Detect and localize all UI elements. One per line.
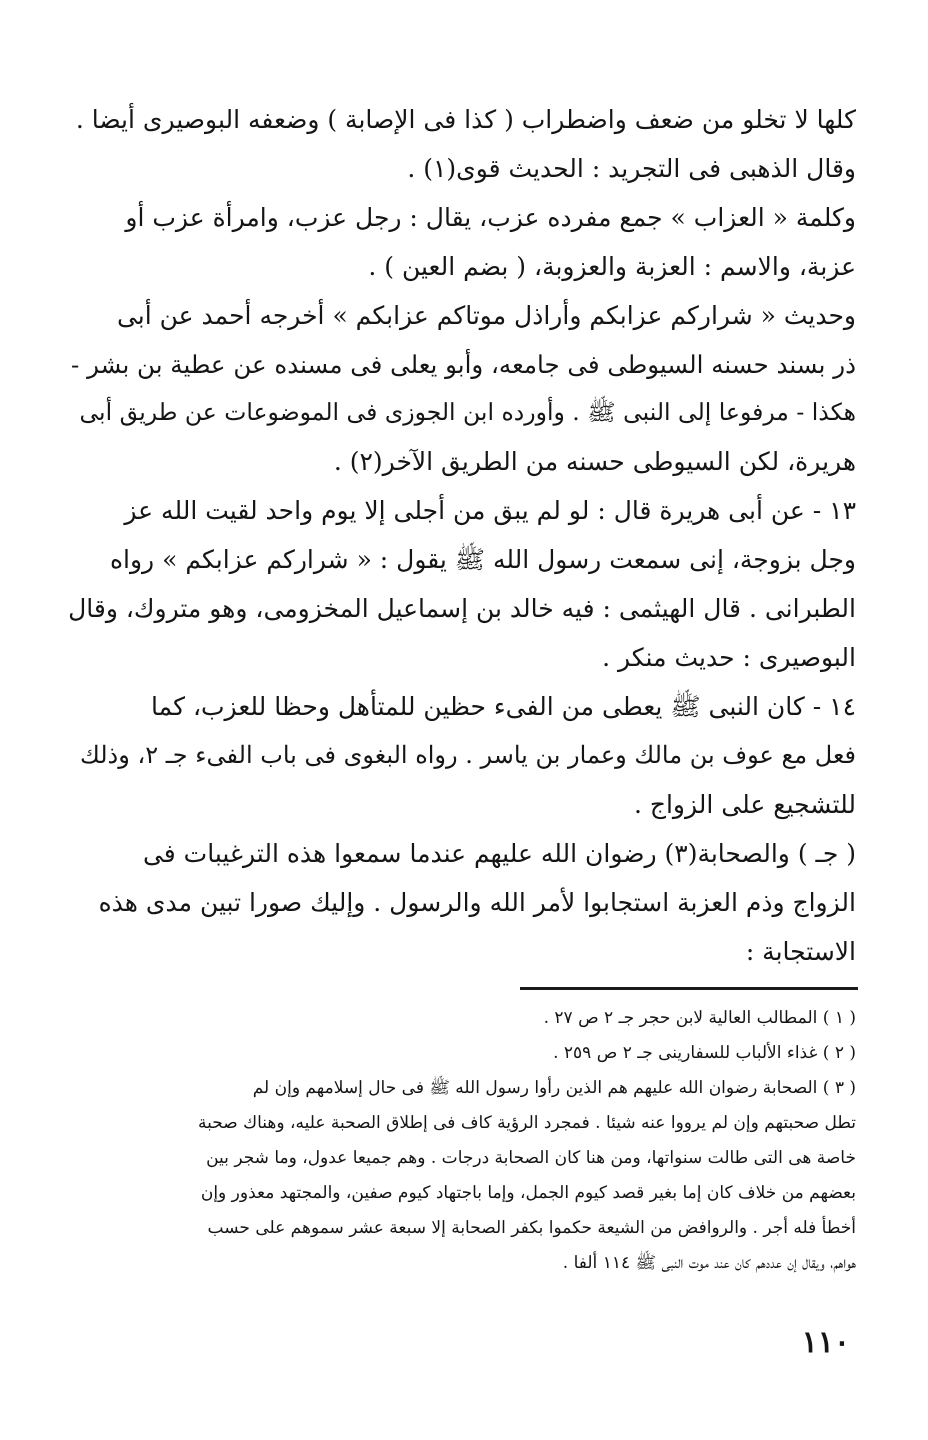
body-line: ١٤ - كان النبى ﷺ يعطى من الفىء حظين للمتأهل وحظا للعزب، كما [151, 692, 856, 721]
footnote-line: أخطأ فله أجر . والروافض من الشيعة حكموا بكفر الصحابة إلا سبعة عشر سموهم على حسب [207, 1218, 856, 1238]
body-line: هريرة، لكن السيوطى حسنه من الطريق الآخر(٢) . [333, 447, 856, 476]
footnote-separator [520, 987, 858, 990]
body-line: وقال الذهبى فى التجريد : الحديث قوى(١) . [407, 154, 856, 183]
footnote-line: ( ٣ ) الصحابة رضوان الله عليهم هم الذين رأوا رسول الله ﷺ فى حال إسلامهم وإن لم [252, 1078, 856, 1098]
body-line: كلها لا تخلو من ضعف واضطراب ( كذا فى الإصابة ) وضعفه البوصيرى أيضا . [75, 105, 856, 134]
body-line: البوصيرى : حديث منكر . [602, 643, 856, 672]
footnote-line: هواهم، ويقال إن عددهم كان عند موت النبى ﷺ ١١٤ ألفا . [562, 1253, 856, 1273]
body-line: ( جـ ) والصحابة(٣) رضوان الله عليهم عندما سمعوا هذه الترغيبات فى [142, 839, 856, 868]
body-line: الطبرانى . قال الهيثمى : فيه خالد بن إسماعيل المخزومى، وهو متروك، وقال [68, 594, 856, 623]
body-line: الاستجابة : [745, 937, 856, 966]
footnote-line: تطل صحبتهم وإن لم يرووا عنه شيئا . فمجرد الرؤية كاف فى إطلاق الصحبة عليه، وهناك صحبة [198, 1113, 856, 1133]
body-line: وحديث « شراركم عزابكم وأراذل موتاكم عزابكم » أخرجه أحمد عن أبى [116, 301, 856, 330]
body-line: وجل بزوجة، إنى سمعت رسول الله ﷺ يقول : « شراركم عزابكم » رواه [109, 545, 856, 574]
body-line: ذر بسند حسنه السيوطى فى جامعه، وأبو يعلى فى مسنده عن عطية بن بشر - [71, 350, 856, 379]
footnote-line: ( ١ ) المطالب العالية لابن حجر جـ ٢ ص ٢٧ . [543, 1008, 856, 1028]
body-line: هكذا - مرفوعا إلى النبى ﷺ . وأورده ابن الجوزى فى الموضوعات عن طريق أبى [79, 398, 856, 426]
body-line: ١٣ - عن أبى هريرة قال : لو لم يبق من أجلى إلا يوم واحد لقيت الله عز [124, 496, 856, 525]
body-line: وكلمة « العزاب » جمع مفرده عزب، يقال : رجل عزب، وامرأة عزب أو [125, 203, 856, 232]
body-line: فعل مع عوف بن مالك وعمار بن ياسر . رواه البغوى فى باب الفىء جـ ٢، وذلك [80, 741, 856, 769]
body-line: للتشجيع على الزواج . [633, 790, 856, 819]
body-line: عزبة، والاسم : العزبة والعزوبة، ( بضم العين ) . [368, 252, 856, 281]
page-number: ١١٠ [801, 1325, 850, 1360]
body-line: الزواج وذم العزبة استجابوا لأمر الله والرسول . وإليك صورا تبين مدى هذه [98, 888, 856, 917]
footnote-line: ( ٢ ) غذاء الألباب للسفارينى جـ ٢ ص ٢٥٩ . [553, 1043, 856, 1063]
footnote-line: بعضهم من خلاف كان إما بغير قصد كيوم الجمل، وإما باجتهاد كيوم صفين، والمجتهد معذور وإن [200, 1183, 856, 1203]
footnote-line: خاصة هى التى طالت سنواتها، ومن هنا كان الصحابة درجات . وهم جميعا عدول، وما شجر بين [206, 1148, 856, 1168]
